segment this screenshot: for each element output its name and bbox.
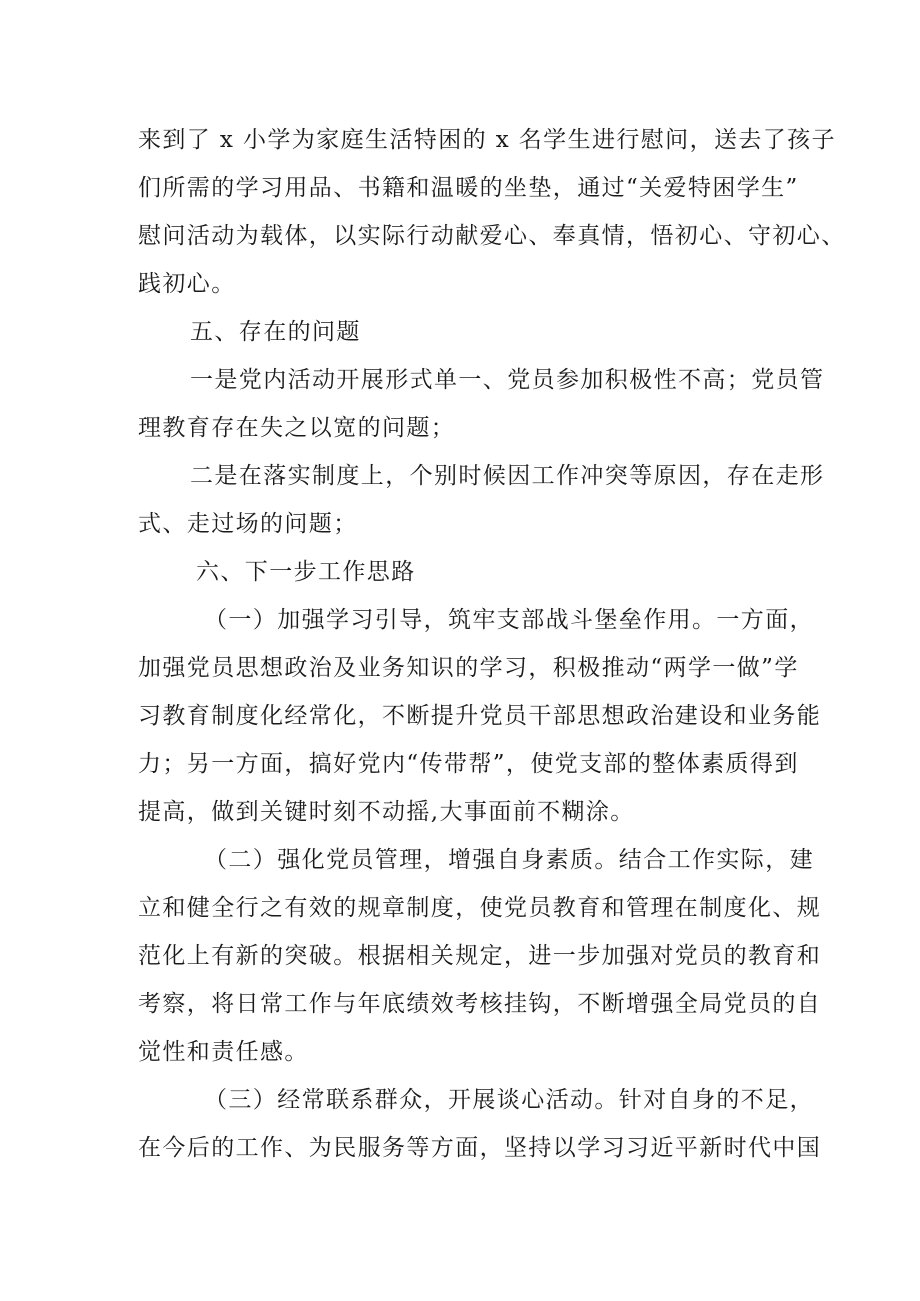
text-line: 力；另一方面，搞好党内“传带帮”，使党支部的整体素质得到 — [138, 751, 799, 777]
text-line: 习教育制度化经常化，不断提升党员干部思想政治建设和业务能 — [138, 703, 822, 729]
text-line: 范化上有新的突破。根据相关规定，进一步加强对党员的教育和 — [138, 943, 822, 969]
text-line: （三）经常联系群众，开展谈心活动。针对自身的不足， — [204, 1087, 814, 1113]
text-line: 在今后的工作、为民服务等方面，坚持以学习习近平新时代中国 — [138, 1135, 822, 1161]
text-line: 式、走过场的问题； — [138, 511, 358, 537]
text-line: 一是党内活动开展形式单一、党员参加积极性不高；党员管 — [190, 367, 825, 393]
text-line: 们所需的学习用品、书籍和温暖的坐垫，通过“关爱特困学生” — [138, 175, 799, 201]
section-heading: 六、下一步工作思路 — [196, 559, 416, 585]
text-line: 二是在落实制度上，个别时候因工作冲突等原因，存在走形 — [190, 463, 825, 489]
text-line: 立和健全行之有效的规章制度，使党员教育和管理在制度化、规 — [138, 895, 822, 921]
text-line: 理教育存在失之以宽的问题； — [138, 415, 456, 441]
text-line: 慰问活动为载体，以实际行动献爱心、奉真情，悟初心、守初心、 — [138, 223, 846, 249]
text-line: （一）加强学习引导，筑牢支部战斗堡垒作用。一方面， — [204, 607, 814, 633]
section-heading: 五、存在的问题 — [190, 319, 361, 345]
text-line: 践初心。 — [138, 271, 236, 297]
text-line: 考察，将日常工作与年底绩效考核挂钩，不断增强全局党员的自 — [138, 991, 822, 1017]
text-line: 提高，做到关键时刻不动摇,大事面前不糊涂。 — [138, 799, 635, 825]
text-line: 觉性和责任感。 — [138, 1039, 309, 1065]
text-line: 来到了 x 小学为家庭生活特困的 x 名学生进行慰问，送去了孩子 — [138, 127, 836, 153]
text-line: 加强党员思想政治及业务知识的学习，积极推动“两学一做”学 — [138, 655, 799, 681]
text-line: （二）强化党员管理，增强自身素质。结合工作实际，建 — [204, 847, 814, 873]
